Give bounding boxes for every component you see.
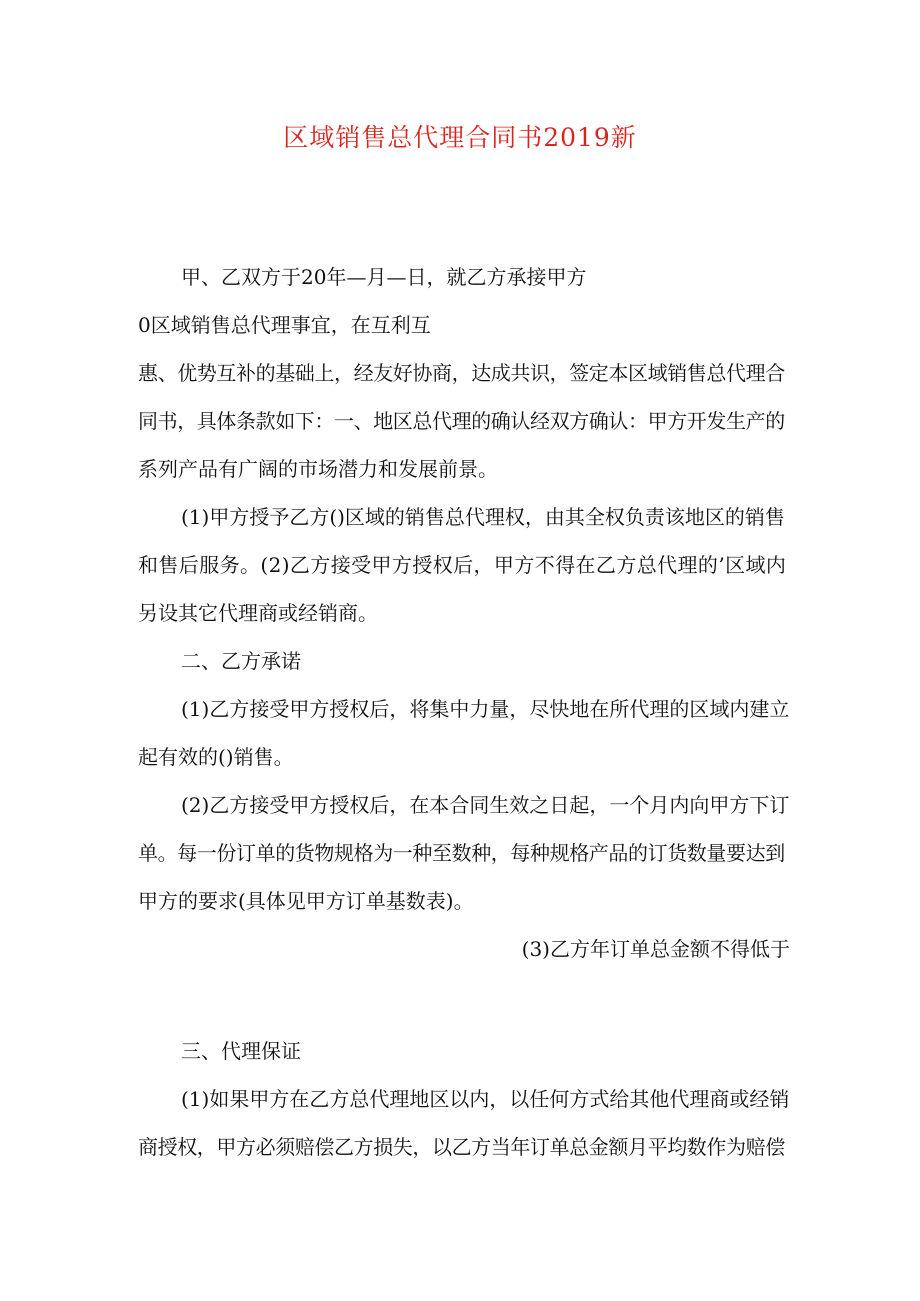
section-heading-3: 三、代理保证 (181, 1039, 301, 1063)
paragraph-line-12: (2)乙方接受甲方授权后，在本合同生效之日起，一个月内向甲方下订 (181, 793, 790, 817)
paragraph-line-7: 和售后服务。(2)乙方接受甲方授权后，甲方不得在乙方总代理的’区域内 (138, 553, 787, 577)
section-heading-2: 二、乙方承诺 (181, 649, 301, 673)
paragraph-line-8: 另设其它代理商或经销商。 (138, 601, 378, 625)
paragraph-line-10: (1)乙方接受甲方授权后，将集中力量，尽快地在所代理的区域内建立 (181, 697, 790, 721)
paragraph-line-3: 惠、优势互补的基础上，经友好协商，达成共识，签定本区域销售总代理合 (138, 361, 785, 385)
paragraph-line-13: 单。每一份订单的货物规格为一种至数种，每种规格产品的订货数量要达到 (138, 841, 785, 865)
paragraph-line-6: (1)甲方授予乙方()区域的销售总代理权，由其全权负责该地区的销售 (181, 505, 785, 529)
paragraph-line-11: 起有效的()销售。 (138, 745, 294, 769)
paragraph-line-5: 系列产品有广阔的市场潜力和发展前景。 (138, 457, 498, 481)
paragraph-line-15: (3)乙方年订单总金额不得低于 (521, 937, 790, 961)
paragraph-line-2: 0区域销售总代理事宜，在互利互 (138, 313, 431, 337)
paragraph-line-4: 同书，具体条款如下：一、地区总代理的确认经双方确认：甲方开发生产的 (138, 409, 785, 433)
paragraph-line-18: 商授权，甲方必须赔偿乙方损失，以乙方当年订单总金额月平均数作为赔偿 (138, 1135, 785, 1159)
paragraph-line-17: (1)如果甲方在乙方总代理地区以内，以任何方式给其他代理商或经销 (181, 1087, 790, 1111)
paragraph-line-1: 甲、乙双方于20年—月—日，就乙方承接甲方 (181, 265, 587, 289)
paragraph-line-14: 甲方的要求(具体见甲方订单基数表)。 (138, 889, 474, 913)
document-title: 区域销售总代理合同书2019新 (283, 123, 637, 152)
